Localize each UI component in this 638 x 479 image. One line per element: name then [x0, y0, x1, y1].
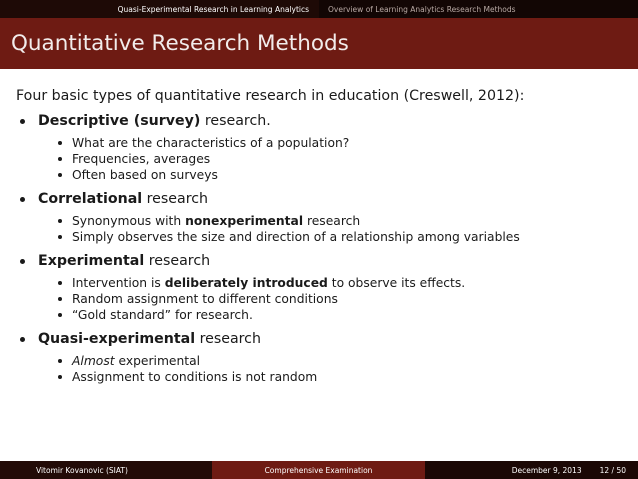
research-type-list: [38, 113, 626, 385]
item-heading: [38, 331, 626, 348]
sub-list: [72, 135, 626, 183]
list-item-quasi-experimental: [38, 331, 626, 385]
sub-list: [72, 213, 626, 245]
intro-text: Four basic types of quantitative research in education (Creswell, 2012):: [16, 88, 525, 104]
sub-item: [72, 275, 626, 291]
item-rest: research: [144, 253, 211, 269]
item-bold: Descriptive (survey): [38, 113, 201, 129]
sub-item: “Gold standard” for research.: [72, 307, 626, 323]
sub-list: [72, 353, 626, 385]
slide-title-bar: [0, 18, 638, 69]
sub-item-italic: Almost: [72, 354, 115, 368]
list-item-correlational: [38, 191, 626, 245]
sub-item: [72, 213, 626, 229]
item-bold: Quasi-experimental: [38, 331, 196, 347]
item-rest: research: [142, 191, 209, 207]
sub-item-bold: deliberately introduced: [164, 276, 328, 290]
nav-active-section[interactable]: [0, 0, 319, 18]
sub-item: [72, 353, 626, 369]
sub-item: Frequencies, averages: [72, 151, 626, 167]
sub-item: Assignment to conditions is not random: [72, 369, 626, 385]
sub-item: Random assignment to different conditions: [72, 291, 626, 307]
footer-page-number: 12 / 50: [599, 465, 626, 475]
nav-next-section[interactable]: [319, 0, 638, 18]
footer-date-page: [425, 461, 638, 479]
item-bold: Correlational: [38, 191, 143, 207]
slide-title: Quantitative Research Methods: [11, 31, 349, 56]
item-rest: research: [195, 331, 261, 347]
sub-item-bold: nonexperimental: [185, 214, 304, 228]
nav-next-section-label: Overview of Learning Analytics Research Methods: [328, 4, 516, 14]
sub-item-pre: Synonymous with: [72, 214, 186, 228]
footer-talk-text: Comprehensive Examination: [264, 465, 373, 475]
item-heading: [38, 113, 626, 130]
nav-active-section-label: Quasi-Experimental Research in Learning Analytics: [117, 4, 309, 14]
footer-author: [0, 461, 212, 479]
sub-item-post: to observe its effects.: [327, 276, 466, 290]
list-item-descriptive: [38, 113, 626, 183]
sub-item: What are the characteristics of a population?: [72, 135, 626, 151]
sub-list: [72, 275, 626, 323]
item-heading: [38, 191, 626, 208]
sub-item-pre: Intervention is: [72, 276, 165, 290]
item-heading: [38, 253, 626, 270]
item-bold: Experimental: [38, 253, 145, 269]
footer-date: December 9, 2013: [511, 465, 582, 475]
section-navigation-bar: [0, 0, 638, 18]
slide-footer: [0, 461, 638, 479]
sub-item-post: research: [303, 214, 361, 228]
sub-item: Simply observes the size and direction of a relationship among variables: [72, 229, 626, 245]
footer-author-text: Vitomir Kovanovic (SIAT): [36, 465, 128, 475]
sub-item: Often based on surveys: [72, 167, 626, 183]
list-item-experimental: [38, 253, 626, 323]
footer-talk-title: [212, 461, 425, 479]
item-rest: research.: [200, 113, 271, 129]
sub-item-post: experimental: [114, 354, 201, 368]
slide-content: [16, 88, 626, 385]
